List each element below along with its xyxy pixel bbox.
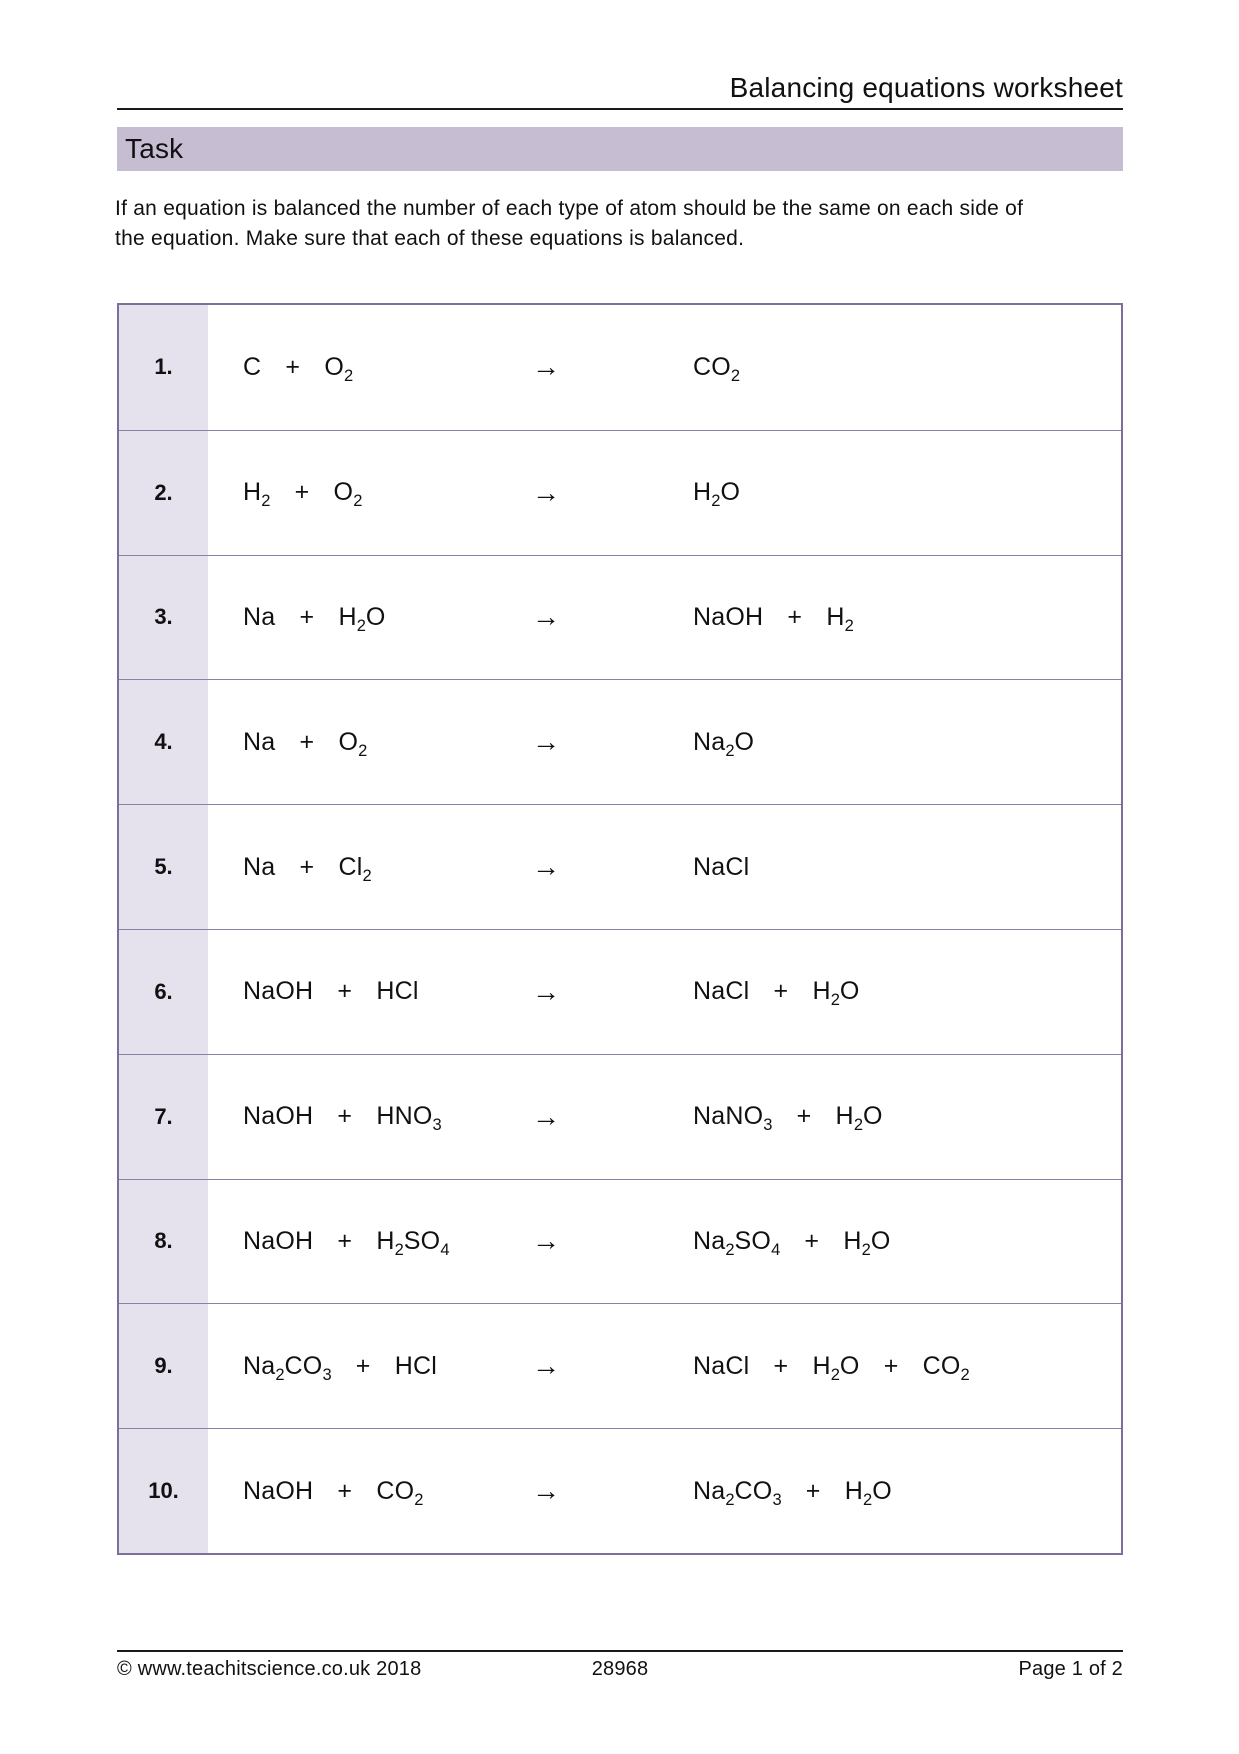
equation-rhs: NaCl + $H_2O + CO_2$ — [693, 1351, 970, 1384]
equation-cell — [208, 1180, 1121, 1304]
equation-cell — [208, 1429, 1121, 1553]
equation-rhs: NaCl — [693, 852, 750, 881]
equation-cell — [208, 680, 1121, 804]
equation-rhs: $H_2O$ — [693, 478, 741, 511]
task-instructions — [115, 194, 1023, 254]
arrow-icon: → — [532, 351, 561, 383]
arrow-icon: → — [532, 476, 561, 508]
equation-row — [119, 679, 1121, 804]
equation-cell — [208, 805, 1121, 929]
equation-rhs: $Na_2SO_4 + H_2O$ — [693, 1226, 891, 1259]
arrow-icon: → — [532, 1225, 561, 1257]
arrow-icon: → — [532, 1475, 561, 1507]
equation-cell — [208, 305, 1121, 430]
equation-lhs: $Na_2CO_3$ + HCl — [243, 1351, 437, 1384]
equation-row — [119, 1179, 1121, 1304]
arrow-icon: → — [532, 851, 561, 883]
footer-copyright: © www.teachitscience.co.uk 2018 — [117, 1658, 422, 1680]
row-number: 4. — [119, 680, 208, 804]
footer-document-id: 28968 — [591, 1658, 649, 1680]
equation-row — [119, 1428, 1121, 1553]
equation-lhs: $Na + H_2O$ — [243, 602, 386, 635]
page-title: Balancing equations worksheet — [729, 72, 1123, 103]
arrow-icon: → — [532, 601, 561, 633]
equation-cell — [208, 930, 1121, 1054]
equation-row — [119, 1054, 1121, 1179]
row-number: 7. — [119, 1055, 208, 1179]
equation-rhs: $CO_2$ — [693, 352, 741, 385]
instructions-line-1: If an equation is balanced the number of each type of atom should be the same on each side of — [115, 197, 1024, 220]
equation-row — [119, 929, 1121, 1054]
arrow-icon: → — [532, 726, 561, 758]
equation-cell — [208, 1304, 1121, 1428]
equation-rhs: NaNO$_3$ + $H_2O$ — [693, 1102, 883, 1135]
equation-cell — [208, 431, 1121, 555]
equation-rhs: $Na_2CO_3 + H_2O$ — [693, 1476, 892, 1509]
equation-lhs: $C + O_2$ — [243, 352, 354, 385]
header-rule — [117, 108, 1123, 110]
equation-lhs: NaOH + HCl — [243, 977, 419, 1006]
arrow-icon: → — [532, 1100, 561, 1132]
row-number: 10. — [119, 1429, 208, 1553]
footer-rule — [117, 1650, 1123, 1652]
row-number: 8. — [119, 1180, 208, 1304]
page-footer — [117, 1658, 1123, 1684]
equation-lhs: NaOH + $H_2SO_4$ — [243, 1226, 450, 1259]
equation-rhs: NaCl + $H_2O$ — [693, 977, 860, 1010]
row-number: 5. — [119, 805, 208, 929]
equation-lhs: $Na + O_2$ — [243, 727, 368, 760]
arrow-icon: → — [532, 1350, 561, 1382]
equation-row — [119, 804, 1121, 929]
footer-page-number: Page 1 of 2 — [1018, 1658, 1123, 1680]
row-number: 2. — [119, 431, 208, 555]
equation-rhs: NaOH + $H_2$ — [693, 602, 854, 635]
instructions-line-2: the equation. Make sure that each of these equations is balanced. — [115, 227, 745, 250]
task-heading: Task — [125, 133, 184, 164]
equation-cell — [208, 556, 1121, 680]
equation-row — [119, 430, 1121, 555]
equation-rhs: $Na_2O$ — [693, 727, 755, 760]
equation-lhs: $H_2 + O_2$ — [243, 478, 363, 511]
row-number: 1. — [119, 305, 208, 430]
row-number: 6. — [119, 930, 208, 1054]
equation-lhs: NaOH + $HNO_3$ — [243, 1102, 442, 1135]
arrow-icon: → — [532, 975, 561, 1007]
equation-lhs: $Na + Cl_2$ — [243, 852, 372, 885]
equation-lhs: NaOH + $CO_2$ — [243, 1476, 424, 1509]
task-heading-bar — [117, 127, 1123, 171]
equation-row — [119, 1303, 1121, 1428]
equation-row — [119, 305, 1121, 430]
equation-row — [119, 555, 1121, 680]
row-number: 9. — [119, 1304, 208, 1428]
equations-table — [117, 303, 1123, 1555]
equation-cell — [208, 1055, 1121, 1179]
row-number: 3. — [119, 556, 208, 680]
